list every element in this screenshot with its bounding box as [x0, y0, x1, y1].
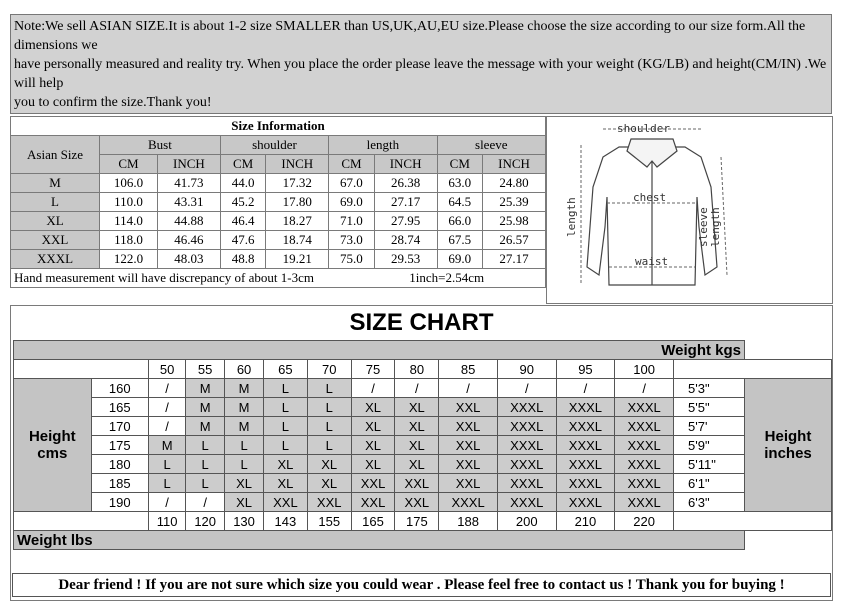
size-chart-row	[14, 493, 832, 512]
size-cell: L	[225, 436, 264, 455]
size-cell: XL	[307, 455, 351, 474]
weight-kg-header: 85	[439, 360, 498, 379]
size-value: 24.80	[483, 174, 546, 193]
size-cell: XXL	[264, 493, 308, 512]
sleeve-length-label: length	[709, 207, 722, 247]
size-value: 17.80	[266, 193, 329, 212]
size-cell: M	[186, 398, 225, 417]
height-cm-value: 180	[91, 455, 148, 474]
size-value: 44.0	[220, 174, 266, 193]
weight-kgs-label: Weight kgs	[14, 341, 745, 360]
size-label: XXXL	[11, 250, 100, 269]
size-info-title: Size Information	[11, 117, 546, 136]
size-value: 110.0	[100, 193, 158, 212]
height-inch-value: 5'3"	[674, 379, 745, 398]
size-cell: M	[186, 379, 225, 398]
size-cell: XXXL	[556, 398, 615, 417]
size-value: 118.0	[100, 231, 158, 250]
size-cell: /	[149, 379, 186, 398]
shoulder-header: shoulder	[220, 136, 328, 155]
size-cell: XXL	[351, 493, 395, 512]
weight-lbs-value: 143	[264, 512, 308, 531]
inch-conversion-note: 1inch=2.54cm	[409, 270, 485, 285]
height-inch-value: 5'9"	[674, 436, 745, 455]
weight-kg-header: 80	[395, 360, 439, 379]
size-cell: XXXL	[497, 455, 556, 474]
size-cell: L	[307, 417, 351, 436]
shoulder-label: shoulder	[617, 122, 670, 135]
size-cell: XXXL	[556, 474, 615, 493]
sleeve-header: sleeve	[437, 136, 545, 155]
size-chart-row	[14, 379, 832, 398]
size-cell: XL	[351, 417, 395, 436]
weight-lbs-value: 210	[556, 512, 615, 531]
size-cell: XXXL	[615, 436, 674, 455]
height-cm-value: 170	[91, 417, 148, 436]
size-cell: L	[225, 455, 264, 474]
weight-kg-header: 65	[264, 360, 308, 379]
size-cell: XXL	[351, 474, 395, 493]
size-cell: L	[264, 436, 308, 455]
size-cell: L	[149, 474, 186, 493]
size-cell: XXL	[439, 398, 498, 417]
weight-kg-header: 50	[149, 360, 186, 379]
size-value: 27.17	[374, 193, 437, 212]
size-cell: XXL	[307, 493, 351, 512]
size-cell: XXXL	[497, 493, 556, 512]
size-cell: L	[307, 379, 351, 398]
size-cell: /	[615, 379, 674, 398]
size-value: 48.8	[220, 250, 266, 269]
size-cell: L	[307, 398, 351, 417]
weight-kg-header: 75	[351, 360, 395, 379]
size-chart-row	[14, 398, 832, 417]
size-value: 73.0	[329, 231, 375, 250]
size-cell: XXL	[439, 436, 498, 455]
size-info-row	[11, 212, 546, 231]
size-value: 122.0	[100, 250, 158, 269]
note-line-1: Note:We sell ASIAN SIZE.It is about 1-2 size SMALLER than US,UK,AU,EU size.Please choose the size according to our size form.All the dimensions we	[14, 19, 806, 53]
size-cell: XXXL	[556, 436, 615, 455]
size-value: 64.5	[437, 193, 483, 212]
size-cell: /	[149, 417, 186, 436]
weight-kg-header: 55	[186, 360, 225, 379]
size-value: 27.17	[483, 250, 546, 269]
size-cell: L	[186, 436, 225, 455]
weight-kg-header: 70	[307, 360, 351, 379]
size-cell: M	[225, 398, 264, 417]
weight-lbs-value: 110	[149, 512, 186, 531]
shirt-diagram	[546, 116, 833, 304]
size-cell: XL	[395, 436, 439, 455]
size-cell: L	[186, 455, 225, 474]
size-cell: XXXL	[615, 455, 674, 474]
size-cell: XXXL	[615, 474, 674, 493]
size-cell: M	[225, 417, 264, 436]
size-cell: XXL	[439, 417, 498, 436]
note-line-2: have personally measured and reality try. When you place the order please leave the message with your weight (KG/LB) and height(CM/IN) .We will help	[14, 57, 827, 91]
blank-cell	[14, 512, 149, 531]
height-inch-value: 5'11"	[674, 455, 745, 474]
size-information-table	[10, 116, 546, 288]
height-inches-label: Height inches	[745, 379, 832, 512]
size-chart-row	[14, 436, 832, 455]
size-chart-title: SIZE CHART	[11, 306, 832, 339]
size-value: 26.38	[374, 174, 437, 193]
height-inch-value: 5'5"	[674, 398, 745, 417]
size-cell: XL	[351, 398, 395, 417]
chest-label: chest	[633, 191, 667, 204]
size-value: 75.0	[329, 250, 375, 269]
size-cell: XXXL	[497, 436, 556, 455]
size-value: 66.0	[437, 212, 483, 231]
size-value: 18.74	[266, 231, 329, 250]
size-cell: XXL	[395, 493, 439, 512]
size-cell: /	[351, 379, 395, 398]
size-cell: /	[186, 493, 225, 512]
size-cell: L	[307, 436, 351, 455]
size-label: M	[11, 174, 100, 193]
unit-header: CM	[220, 155, 266, 174]
size-label: XXL	[11, 231, 100, 250]
size-value: 26.57	[483, 231, 546, 250]
size-cell: XL	[351, 436, 395, 455]
size-cell: /	[395, 379, 439, 398]
size-value: 106.0	[100, 174, 158, 193]
size-cell: XL	[225, 493, 264, 512]
size-value: 28.74	[374, 231, 437, 250]
size-note	[10, 14, 832, 114]
size-info-row	[11, 193, 546, 212]
size-value: 63.0	[437, 174, 483, 193]
size-cell: /	[439, 379, 498, 398]
size-cell: XXXL	[497, 398, 556, 417]
size-info-row	[11, 174, 546, 193]
size-cell: M	[225, 379, 264, 398]
weight-lbs-value: 155	[307, 512, 351, 531]
weight-lbs-label: Weight lbs	[14, 531, 745, 550]
size-value: 25.39	[483, 193, 546, 212]
size-label: XL	[11, 212, 100, 231]
height-inch-value: 6'1"	[674, 474, 745, 493]
size-cell: XXXL	[615, 398, 674, 417]
size-value: 48.03	[157, 250, 220, 269]
size-cell: XXXL	[556, 417, 615, 436]
size-cell: XXXL	[615, 417, 674, 436]
size-value: 69.0	[329, 193, 375, 212]
weight-lbs-value: 188	[439, 512, 498, 531]
size-cell: L	[264, 417, 308, 436]
size-cell: XL	[395, 455, 439, 474]
size-value: 67.5	[437, 231, 483, 250]
weight-lbs-value: 165	[351, 512, 395, 531]
height-cm-value: 165	[91, 398, 148, 417]
size-info-row	[11, 250, 546, 269]
size-info-footnote	[11, 269, 546, 288]
size-value: 114.0	[100, 212, 158, 231]
size-chart-row	[14, 474, 832, 493]
bust-header: Bust	[100, 136, 221, 155]
size-cell: XXXL	[556, 493, 615, 512]
size-cell: XL	[395, 417, 439, 436]
weight-lbs-value: 130	[225, 512, 264, 531]
size-cell: XXL	[439, 474, 498, 493]
size-cell: XL	[395, 398, 439, 417]
size-cell: M	[149, 436, 186, 455]
size-cell: XXXL	[439, 493, 498, 512]
size-cell: L	[186, 474, 225, 493]
size-cell: XXXL	[615, 493, 674, 512]
size-value: 46.46	[157, 231, 220, 250]
size-label: L	[11, 193, 100, 212]
size-cell: /	[149, 493, 186, 512]
size-info-row	[11, 231, 546, 250]
size-value: 19.21	[266, 250, 329, 269]
size-cell: L	[149, 455, 186, 474]
size-value: 71.0	[329, 212, 375, 231]
size-value: 45.2	[220, 193, 266, 212]
size-cell: XL	[225, 474, 264, 493]
height-inch-value: 6'3"	[674, 493, 745, 512]
asian-size-header: Asian Size	[11, 136, 100, 174]
size-value: 67.0	[329, 174, 375, 193]
size-cell: XXXL	[497, 474, 556, 493]
size-cell: L	[264, 398, 308, 417]
size-value: 18.27	[266, 212, 329, 231]
size-cell: XXXL	[556, 455, 615, 474]
weight-kg-header: 100	[615, 360, 674, 379]
weight-kg-header: 95	[556, 360, 615, 379]
weight-lbs-value: 175	[395, 512, 439, 531]
size-value: 17.32	[266, 174, 329, 193]
size-value: 41.73	[157, 174, 220, 193]
weight-lbs-value: 120	[186, 512, 225, 531]
unit-header: INCH	[483, 155, 546, 174]
sleeve-label: sleeve	[697, 207, 710, 247]
size-cell: XL	[264, 455, 308, 474]
size-cell: XXL	[439, 455, 498, 474]
height-cm-value: 185	[91, 474, 148, 493]
size-chart-row	[14, 455, 832, 474]
size-cell: L	[264, 379, 308, 398]
size-value: 29.53	[374, 250, 437, 269]
height-inch-value: 5'7'	[674, 417, 745, 436]
size-value: 47.6	[220, 231, 266, 250]
blank-cell	[14, 360, 149, 379]
closing-message: Dear friend ! If you are not sure which size you could wear . Please feel free to contact us ! Thank you for buying !	[12, 573, 831, 597]
size-cell: XXL	[395, 474, 439, 493]
size-value: 43.31	[157, 193, 220, 212]
weight-lbs-value: 200	[497, 512, 556, 531]
waist-label: waist	[635, 255, 669, 268]
size-chart	[10, 305, 833, 601]
unit-header: CM	[100, 155, 158, 174]
size-value: 25.98	[483, 212, 546, 231]
unit-header: CM	[329, 155, 375, 174]
height-cm-value: 160	[91, 379, 148, 398]
height-cm-value: 190	[91, 493, 148, 512]
note-line-3: you to confirm the size.Thank you!	[14, 95, 212, 110]
size-chart-row	[14, 417, 832, 436]
unit-header: CM	[437, 155, 483, 174]
length-header: length	[329, 136, 437, 155]
size-cell: /	[149, 398, 186, 417]
height-cm-value: 175	[91, 436, 148, 455]
blank-cell	[674, 360, 832, 379]
size-value: 44.88	[157, 212, 220, 231]
size-cell: /	[497, 379, 556, 398]
size-cell: XL	[351, 455, 395, 474]
length-label: length	[565, 197, 578, 237]
size-cell: XXXL	[497, 417, 556, 436]
size-value: 46.4	[220, 212, 266, 231]
height-cms-label: Height cms	[14, 379, 92, 512]
size-cell: /	[556, 379, 615, 398]
weight-lbs-value: 220	[615, 512, 674, 531]
unit-header: INCH	[157, 155, 220, 174]
size-cell: M	[186, 417, 225, 436]
size-value: 27.95	[374, 212, 437, 231]
discrepancy-note: Hand measurement will have discrepancy of about 1-3cm	[14, 270, 314, 285]
size-cell: XL	[264, 474, 308, 493]
size-cell: XL	[307, 474, 351, 493]
unit-header: INCH	[266, 155, 329, 174]
weight-kg-header: 90	[497, 360, 556, 379]
unit-header: INCH	[374, 155, 437, 174]
size-value: 69.0	[437, 250, 483, 269]
size-chart-grid	[13, 340, 832, 550]
blank-cell	[674, 512, 832, 531]
weight-kg-header: 60	[225, 360, 264, 379]
